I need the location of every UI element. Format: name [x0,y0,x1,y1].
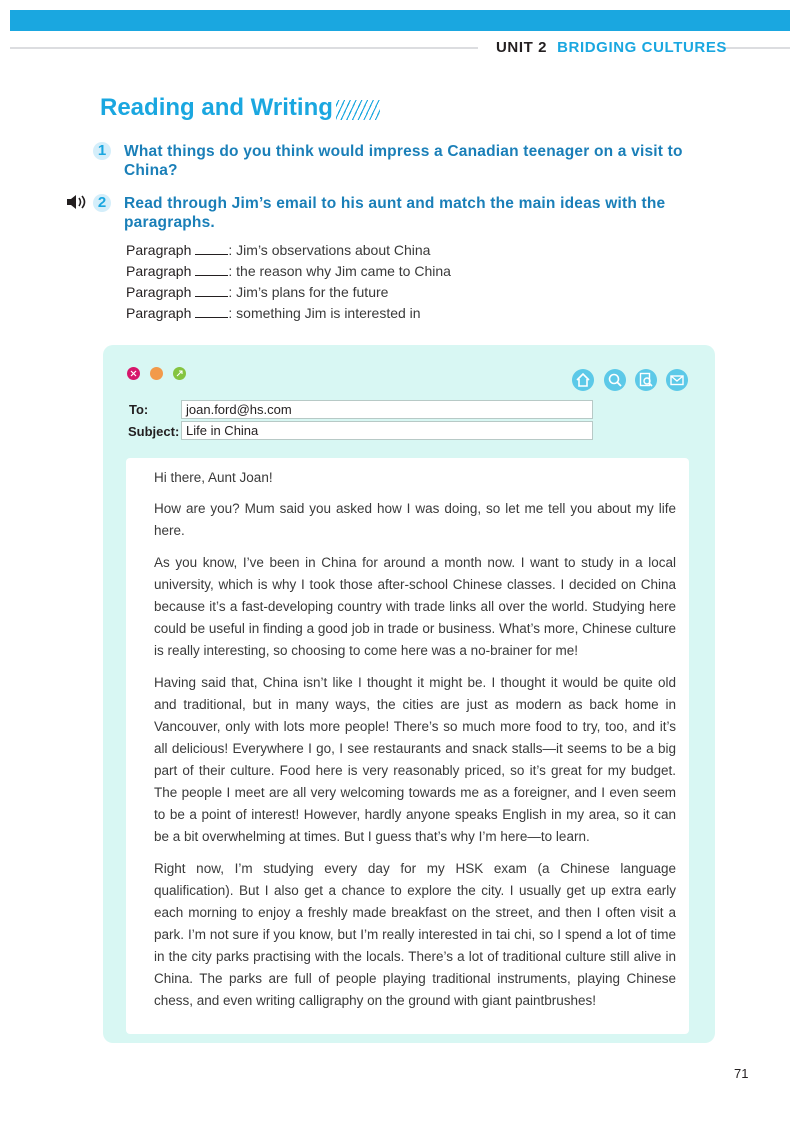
question-1-number: 1 [93,142,111,160]
paragraph-idea: : the reason why Jim came to China [228,263,451,279]
minimize-dot-icon[interactable] [150,367,163,380]
unit-name: BRIDGING CULTURES [557,39,728,56]
answer-blank[interactable] [195,263,228,276]
page-number: 71 [734,1066,749,1081]
unit-label: UNIT 2 [496,39,548,56]
answer-blank[interactable] [195,284,228,297]
subject-label: Subject: [128,424,180,439]
paragraph-word: Paragraph [126,305,192,321]
maximize-dot-icon[interactable] [173,367,186,380]
email-paragraph: As you know, I’ve been in China for around a month now. I want to study in a local university, which is why I took those after-school Chinese classes. I decided on China because it’s a fast-developing country with trade links all over the world. Studying here could be useful in finding a good job in trade or business. What’s more, Chinese culture is really interesting, so choosing to come here was a no-brainer for me! [154,555,676,658]
mail-icon[interactable] [666,369,688,391]
email-greeting: Hi there, Aunt Joan! [154,470,273,485]
header-rule-right [722,47,790,49]
paragraph-item [126,240,451,261]
paragraph-word: Paragraph [126,263,192,279]
email-body [154,467,676,1022]
search-icon[interactable] [604,369,626,391]
paragraph-word: Paragraph [126,284,192,300]
close-dot-icon[interactable] [127,367,140,380]
audio-speaker-icon[interactable] [66,194,90,210]
title-decoration [336,100,380,120]
answer-blank[interactable] [195,242,228,255]
to-field[interactable]: joan.ford@hs.com [181,400,593,419]
answer-blank[interactable] [195,305,228,318]
email-paragraph: How are you? Mum said you asked how I was doing, so let me tell you about my life here. [154,501,676,538]
paragraph-item [126,282,451,303]
paragraph-idea: : Jim’s plans for the future [228,284,389,300]
email-paragraph: Having said that, China isn’t like I thought it might be. I thought it would be quite old and traditional, but in many ways, the cities are just as modern as back home in Vancouver, only with lots more people! There’s so much more food to try, too, and it’s all delicious! Everywhere I go, I see restaurants and snack stalls—it seems to be a big part of their culture. Food here is very reasonably priced, so it’s great for my budget. The people I meet are all very welcoming towards me as a foreigner, and I even seem to be a point of interest! However, hardly anyone speaks English in my area, so it can be a bit overwhelming at times. But I guess that’s why I’m here—to learn. [154,675,676,844]
unit-heading [496,39,727,56]
paragraph-word: Paragraph [126,242,192,258]
question-2-text: Read through Jim’s email to his aunt and match the main ideas with the paragraphs. [124,195,666,231]
paragraph-item [126,261,451,282]
question-1-text: What things do you think would impress a Canadian teenager on a visit to China? [124,143,683,179]
subject-field[interactable]: Life in China [181,421,593,440]
home-icon[interactable] [572,369,594,391]
paragraph-item [126,303,451,324]
to-label: To: [129,402,149,417]
question-2-number: 2 [93,194,111,212]
header-rule [10,47,478,49]
paragraph-matching-list [126,240,451,324]
paragraph-idea: : Jim’s observations about China [228,242,431,258]
header-color-bar [10,10,790,31]
paragraph-idea: : something Jim is interested in [228,305,421,321]
section-title: Reading and Writing [100,94,333,121]
search-document-icon[interactable] [635,369,657,391]
email-paragraph: Right now, I’m studying every day for my HSK exam (a Chinese language qualification). But I also get a chance to explore the city. I usually get up extra early each morning to enjoy a freshly made breakfast on the street, and then I often visit a park. I’m not sure if you know, but I’m really interested in tai chi, so I spend a lot of time in the city parks practising with the locals. There’s a lot of traditional culture still alive in China. The parks are full of people playing traditional instruments, playing Chinese chess, and even writing calligraphy on the ground with giant paintbrushes! [154,861,676,1008]
